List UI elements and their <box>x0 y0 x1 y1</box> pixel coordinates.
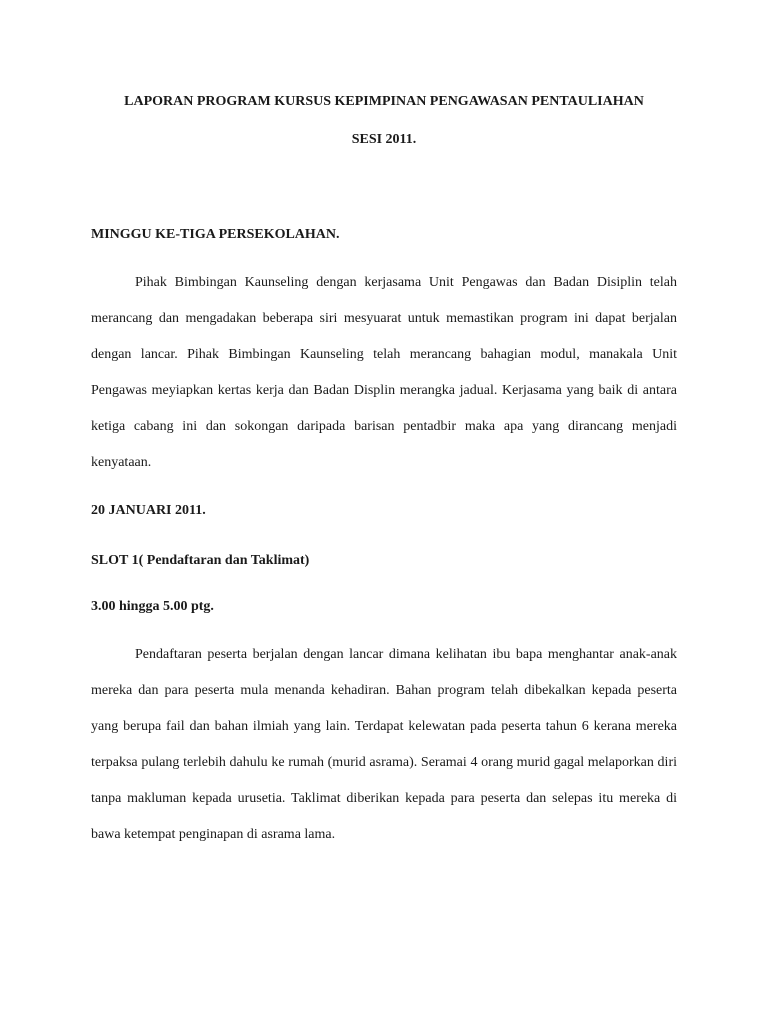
slot-heading: SLOT 1( Pendaftaran dan Taklimat) <box>91 553 310 568</box>
date-heading: 20 JANUARI 2011. <box>91 503 206 518</box>
paragraph-registration: Pendaftaran peserta berjalan dengan lancar dimana kelihatan ibu bapa menghantar anak-anak mereka dan para peserta mula menanda kehadiran. Bahan program telah dibekalkan kepada peserta yang berupa fail dan bahan ilmiah yang lain. Terdapat kelewatan pada peserta tahun 6 kerana mereka terpaksa pulang terlebih dahulu ke rumah (murid asrama). Seramai 4 orang murid gagal melaporkan diri tanpa makluman kepada urusetia. Taklimat diberikan kepada para peserta dan selepas itu mereka di bawa ketempat penginapan di asrama lama. <box>91 647 677 842</box>
time-heading: 3.00 hingga 5.00 ptg. <box>91 599 214 614</box>
section-heading: MINGGU KE-TIGA PERSEKOLAHAN. <box>91 227 340 242</box>
document-subtitle: SESI 2011. <box>351 132 417 147</box>
paragraph-introduction: Pihak Bimbingan Kaunseling dengan kerjasama Unit Pengawas dan Badan Disiplin telah merancang dan mengadakan beberapa siri mesyuarat untuk memastikan program ini dapat berjalan dengan lancar. Pihak Bimbingan Kaunseling telah merancang bahagian modul, manakala Unit Pengawas meyiapkan kertas kerja dan Badan Displin merangka jadual. Kerjasama yang baik di antara ketiga cabang ini dan sokongan daripada barisan pentadbir maka apa yang dirancang menjadi kenyataan. <box>91 275 677 470</box>
document-title: LAPORAN PROGRAM KURSUS KEPIMPINAN PENGAWASAN PENTAULIAHAN <box>124 94 644 109</box>
